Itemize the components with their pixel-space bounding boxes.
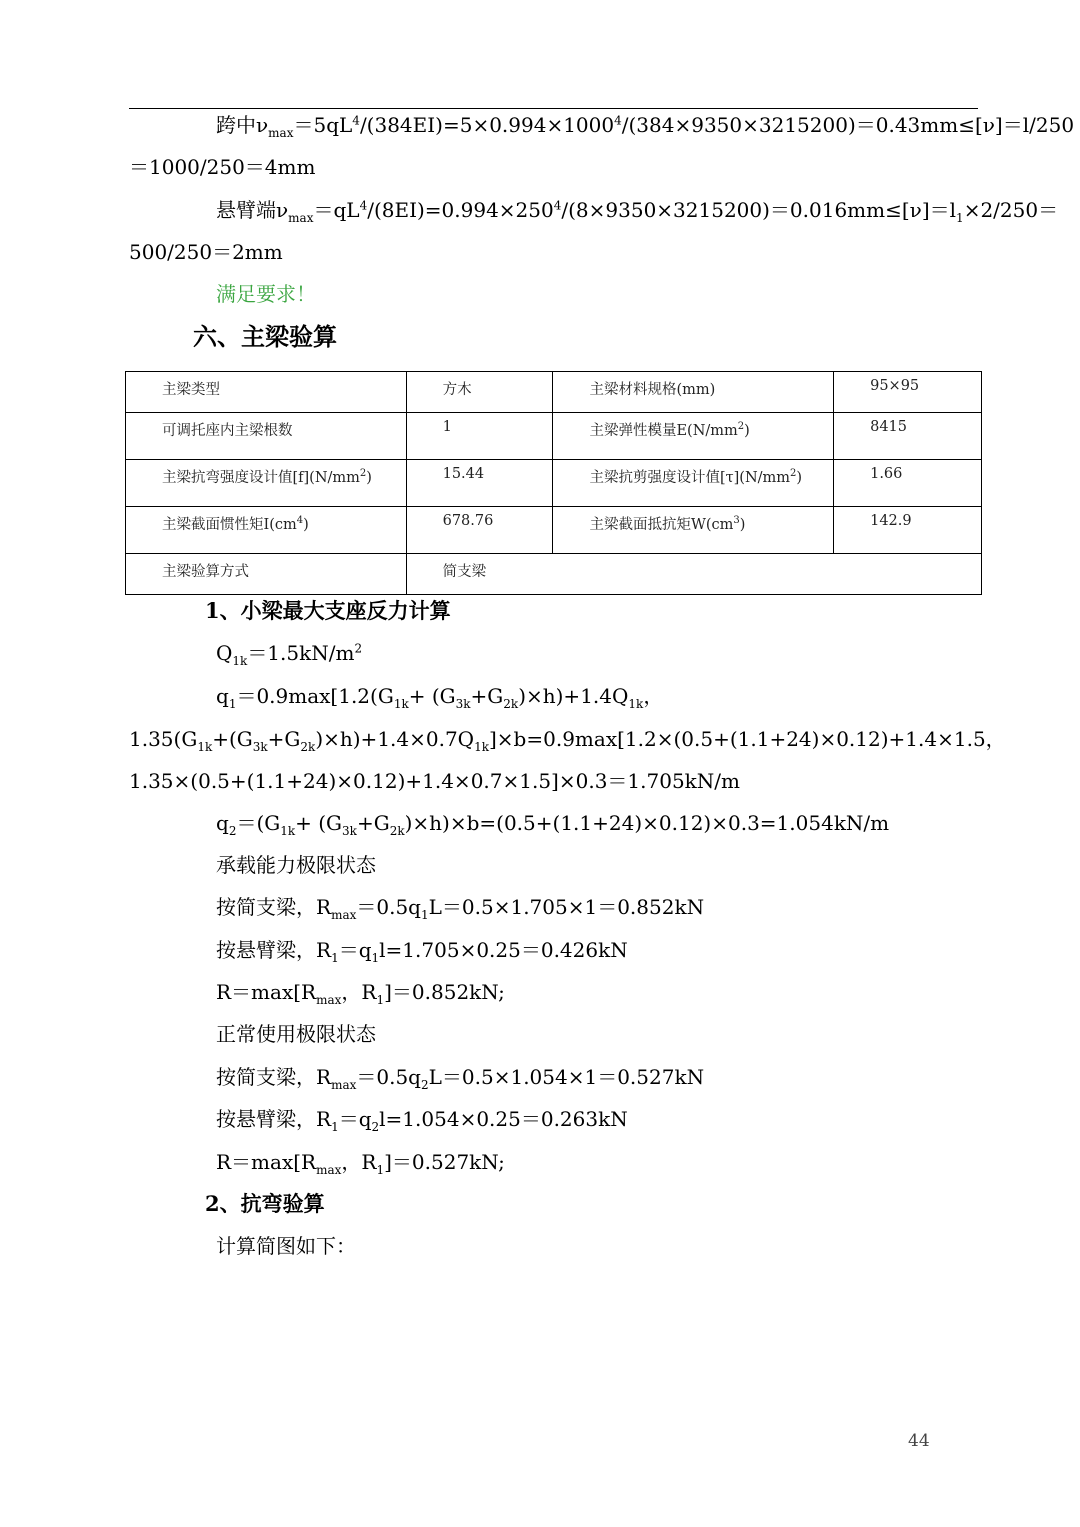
- table-cell: 142.9: [834, 507, 982, 554]
- table-row: [126, 507, 982, 554]
- q2-formula-line: $q_2=(G_{1k}+ (G_{3k}+G_{2k})\times h)\times b=(0.5+(1.1+24)\times 0.12)\times 0.3=1.054kN/m$: [216, 811, 890, 838]
- q1-formula-line: $q_1=0.9\max[1.2(G_{1k}+ (G_{3k}+G_{2k})\times h)+1.4Q_{1k}$，: [216, 684, 664, 711]
- table-cell: 简支梁: [406, 554, 981, 595]
- section-title: 六、主梁验算: [193, 322, 337, 351]
- subsection-1-title: 1、小梁最大支座反力计算: [205, 598, 451, 623]
- subsection-2-title: 2、抗弯验算: [205, 1191, 325, 1216]
- table-cell: 主梁弹性模量$E(N/mm^2)$: [553, 413, 834, 460]
- simply-supported-reaction-1: 按简支梁，$R_{max}=0.5q_1L=0.5\times 1.705\times 1=0.852kN$: [216, 895, 705, 922]
- table-cell: 95×95: [834, 372, 982, 413]
- serviceability-limit-state-heading: 正常使用极限状态: [216, 1022, 376, 1046]
- cantilever-deflection-cont: 500/250＝2mm: [129, 240, 283, 264]
- table-cell: 主梁抗剪强度设计值$[\tau](N/mm^2)$: [553, 460, 834, 507]
- max-reaction-2: $R=\max[R_{max}$，$R_1]=0.527kN$;: [216, 1150, 505, 1177]
- table-row: [126, 413, 982, 460]
- table-row: [126, 372, 982, 413]
- table-cell: 678.76: [406, 507, 553, 554]
- table-cell: 1.66: [834, 460, 982, 507]
- q1-formula-cont: $1.35(G_{1k}+(G_{3k}+G_{2k})\times h)+1.4\times 0.7Q_{1k}]\times b=0.9\max[1.2\times(0.5+(1.1+24)\times 0.12)+1.4\times 1.5$，: [129, 727, 1006, 754]
- table-cell: 8415: [834, 413, 982, 460]
- cantilever-reaction-1: 按悬臂梁，$R_1=q_1l=1.705\times 0.25=0.426kN$: [216, 938, 628, 965]
- table-row: [126, 554, 982, 595]
- ultimate-limit-state-heading: 承载能力极限状态: [216, 853, 376, 877]
- table-cell: 主梁抗弯强度设计值$[f](N/mm^2)$: [126, 460, 407, 507]
- requirement-met-text: 满足要求！: [216, 282, 316, 306]
- q1-result-line: 1.35×(0.5+(1.1+24)×0.12)+1.4×0.7×1.5]×0.3＝1.705kN/m: [129, 769, 741, 793]
- main-beam-parameter-table: [125, 371, 982, 595]
- cantilever-reaction-2: 按悬臂梁，$R_1=q_2l=1.054\times 0.25=0.263kN$: [216, 1107, 628, 1134]
- table-cell: 主梁材料规格(mm): [553, 372, 834, 413]
- page-number: 44: [908, 1431, 930, 1451]
- midspan-deflection-line: 跨中$\nu_{max}=5qL^4/(384EI)=5\times 0.994\times 1000^4/(384\times 9350\times 3215200)=0.43mm\le[\nu]=l/250$: [216, 113, 1075, 140]
- max-reaction-1: $R=\max[R_{max}$，$R_1]=0.852kN$;: [216, 980, 505, 1007]
- table-cell: 1: [406, 413, 553, 460]
- table-cell: 15.44: [406, 460, 553, 507]
- table-cell: 主梁截面惯性矩$I(cm^4)$: [126, 507, 407, 554]
- midspan-deflection-cont: ＝1000/250＝4mm: [129, 155, 316, 179]
- table-cell: 主梁截面抵抗矩$W(cm^3)$: [553, 507, 834, 554]
- cantilever-deflection-line: 悬臂端$\nu_{max}=qL^4/(8EI)=0.994\times 250^4/(8\times 9350\times 3215200)=0.016mm\le[\nu]=l_1\times 2/250=$: [216, 198, 1059, 225]
- header-rule: [129, 108, 978, 109]
- q1k-line: $Q_{1k}=1.5kN/m^2$: [216, 641, 363, 668]
- simply-supported-reaction-2: 按简支梁，$R_{max}=0.5q_2L=0.5\times 1.054\times 1=0.527kN$: [216, 1065, 705, 1092]
- diagram-caption: 计算简图如下：: [216, 1234, 356, 1258]
- table-row: [126, 460, 982, 507]
- table-cell: 方木: [406, 372, 553, 413]
- table-cell: 主梁验算方式: [126, 554, 407, 595]
- table-cell: 可调托座内主梁根数: [126, 413, 407, 460]
- table-cell: 主梁类型: [126, 372, 407, 413]
